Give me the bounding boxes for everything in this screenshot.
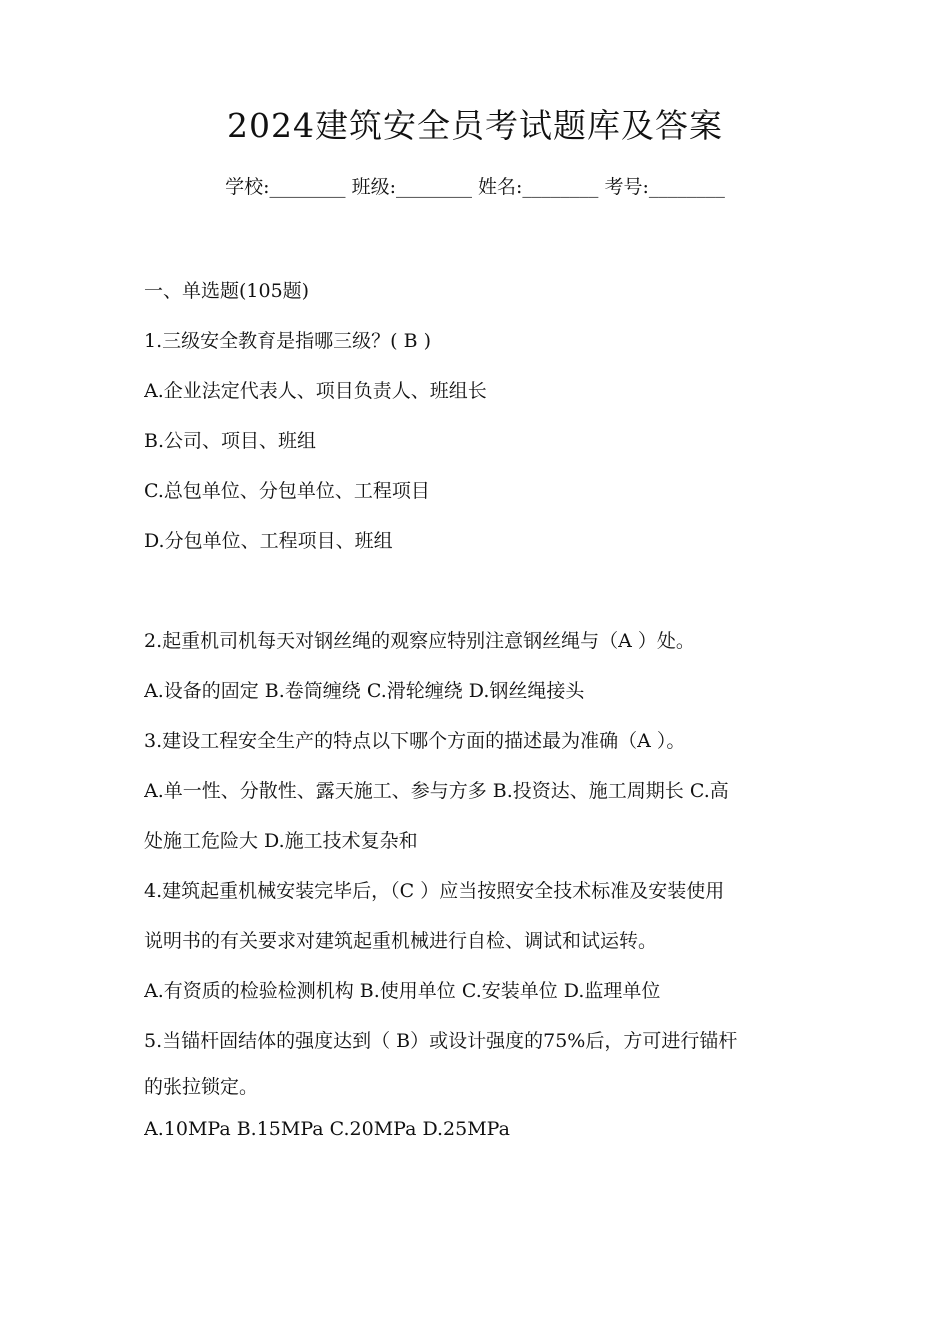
answer-option: A.设备的固定 B.卷筒缠绕 C.滑轮缠绕 D.钢丝绳接头 [144, 680, 585, 702]
answer-option: A.企业法定代表人、项目负责人、班组长 [144, 380, 487, 402]
answer-option: A.有资质的检验检测机构 B.使用单位 C.安装单位 D.监理单位 [144, 980, 661, 1002]
question-stem: 说明书的有关要求对建筑起重机械进行自检、调试和试运转。 [144, 930, 658, 952]
question-4 [144, 866, 812, 1016]
answer-option: D.分包单位、工程项目、班组 [144, 530, 393, 552]
question-content [144, 266, 812, 1150]
question-3 [144, 716, 812, 866]
question-2 [144, 616, 812, 716]
question-stem: 3.建设工程安全生产的特点以下哪个方面的描述最为准确（A ）。 [144, 730, 686, 752]
answer-option: A.单一性、分散性、露天施工、参与方多 B.投资达、施工周期长 C.高 [144, 780, 729, 802]
question-stem: 5.当锚杆固结体的强度达到（ B）或设计强度的75%后，方可进行锚杆 [144, 1030, 738, 1052]
answer-option: A.10MPa B.15MPa C.20MPa D.25MPa [144, 1118, 510, 1140]
question-1 [144, 316, 812, 566]
answer-option: 处施工危险大 D.施工技术复杂和 [144, 830, 418, 852]
answer-option: B.公司、项目、班组 [144, 430, 317, 452]
question-stem: 2.起重机司机每天对钢丝绳的观察应特别注意钢丝绳与（A ）处。 [144, 630, 695, 652]
answer-option: C.总包单位、分包单位、工程项目 [144, 480, 430, 502]
question-stem: 4.建筑起重机械安装完毕后，（C ）应当按照安全技术标准及安装使用 [144, 880, 725, 902]
question-stem: 1.三级安全教育是指哪三级？( B ) [144, 330, 431, 352]
document-title: 2024建筑安全员考试题库及答案 [227, 106, 723, 145]
spacer [144, 566, 812, 616]
section-heading: 一、单选题(105题) [144, 280, 310, 302]
question-5 [144, 1016, 812, 1150]
question-stem: 的张拉锁定。 [144, 1076, 259, 1098]
student-info-line: 学校:________ 班级:________ 姓名:________ 考号:________ [225, 176, 725, 198]
